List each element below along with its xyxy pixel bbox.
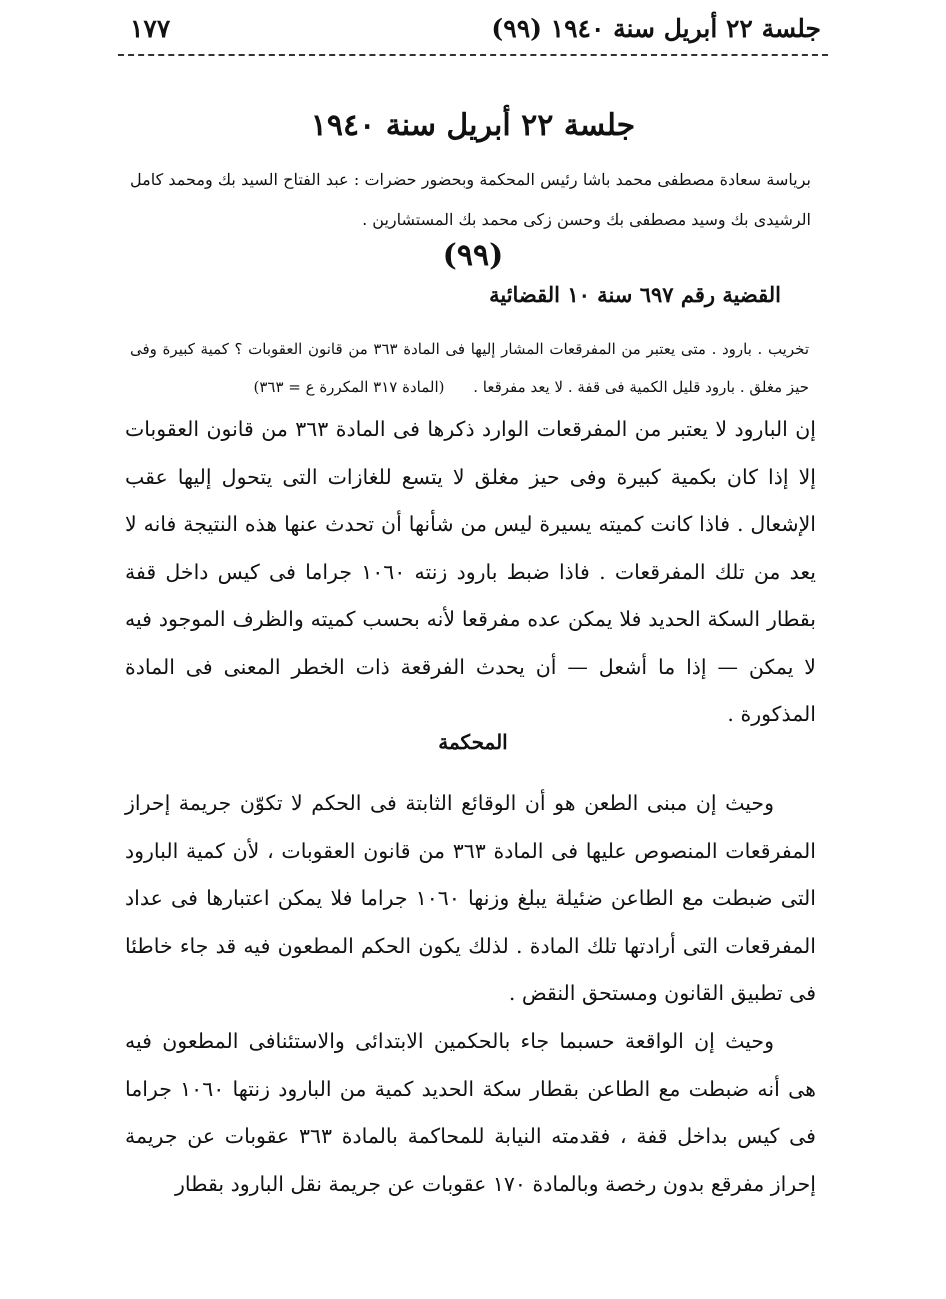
judgment-paragraph-2: وحيث إن الواقعة حسبما جاء بالحكمين الابتدائى والاستئنافى المطعون فيه هى أنه ضبطت مع الطاعن بقطار سكة الحديد كمية من البارود زنتها ١٠٦٠ جراما فى كيس بداخل قفة ، فقدمته النيابة للمحاكمة بالمادة ٣٦٣ عقوبات عن جريمة إحراز مفرقع بدون رخصة وبالمادة ١٧٠ عقوبات عن جريمة نقل البارود بقطار bbox=[125, 1029, 816, 1196]
presidency-paragraph: برياسة سعادة مصطفى محمد باشا رئيس المحكمة وبحضور حضرات : عبد الفتاح السيد بك ومحمد كامل الرشيدى بك وسيد مصطفى بك وحسن زكى محمد بك المستشارين . bbox=[130, 170, 811, 229]
article-reference: (المادة ٣١٧ المكررة ع = ٣٦٣) bbox=[253, 378, 445, 396]
judgment-paragraph-1: وحيث إن مبنى الطعن هو أن الوقائع الثابتة فى الحكم لا تكوّن جريمة إحراز المفرقعات المنصوص عليها فى المادة ٣٦٣ من قانون العقوبات ، لأن كمية البارود التى ضبطت مع الطاعن ضئيلة يبلغ وزنها ١٠٦٠ جراما فلا يمكن اعتبارها فى عداد المفرقعات التى أرادتها تلك المادة . لذلك يكون الحكم المطعون فيه قد جاء خاطئا فى تطبيق القانون ومستحق النقض . bbox=[125, 791, 816, 1005]
case-reference: القضية رقم ٦٩٧ سنة ١٠ القضائية bbox=[489, 282, 781, 307]
session-title: جلسة ٢٢ أبريل سنة ١٩٤٠ bbox=[310, 108, 636, 143]
header-divider bbox=[118, 54, 828, 56]
running-header-title: جلسة ٢٢ أبريل سنة ١٩٤٠ (٩٩) bbox=[491, 13, 821, 43]
summary-paragraph: إن البارود لا يعتبر من المفرقعات الوارد ذكرها فى المادة ٣٦٣ من قانون العقوبات إلا إذا كان بكمية كبيرة وفى حيز مغلق لا يتسع للغازات التى يتحول إليها عقب الإشعال . فاذا كانت كميته يسيرة ليس من شأنها أن تحدث عنها هذه النتيجة فانه لا يعد من تلك المفرقعات . فاذا ضبط بارود زنته ١٠٦٠ جراما فى كيس داخل قفة بقطار السكة الحديد فلا يمكن عده مفرقعا لأنه بحسب كميته والظرف الموجود فيه لا يمكن — إذا ما أشعل — أن يحدث الفرقعة ذات الخطر المعنى فى المادة المذكورة . bbox=[125, 417, 816, 726]
keywords-paragraph bbox=[130, 330, 809, 406]
court-heading: المحكمة bbox=[438, 730, 508, 754]
case-number: (٩٩) bbox=[442, 238, 504, 273]
page-number: ١٧٧ bbox=[130, 13, 171, 43]
keywords-text: تخريب . بارود . متى يعتبر من المفرقعات المشار إليها فى المادة ٣٦٣ من قانون العقوبات ؟ كمية كبيرة وفى حيز مغلق . بارود قليل الكمية فى قفة . لا يعد مفرقعا . bbox=[130, 340, 809, 396]
running-header bbox=[130, 8, 821, 48]
